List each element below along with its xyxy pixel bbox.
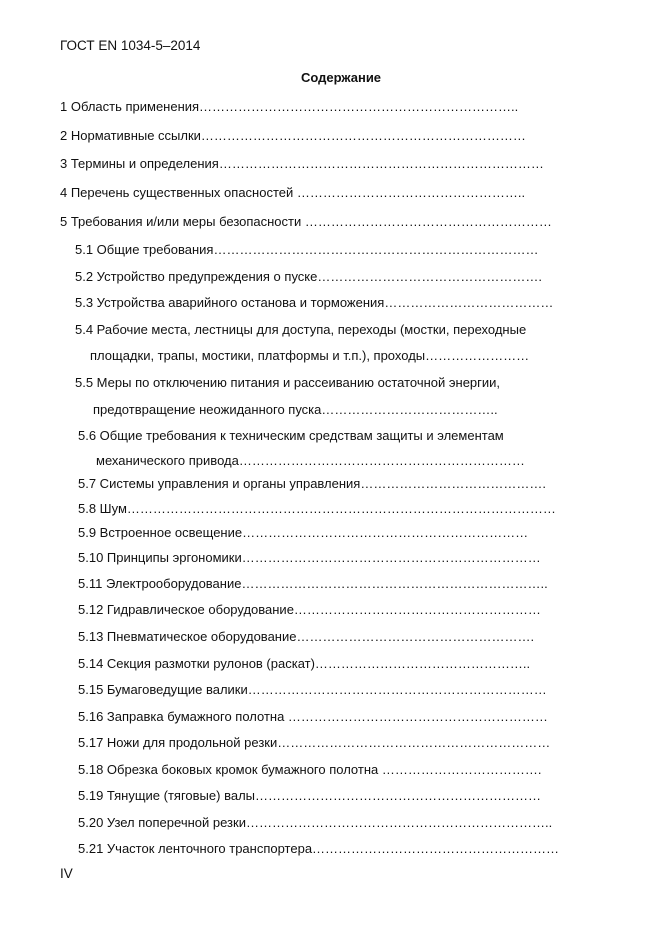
toc-item-5-4: 5.4 Рабочие места, лестницы для доступа, переходы (мостки, переходные xyxy=(75,322,527,337)
toc-item-5: 5 Требования и/или меры безопасности ………………………………………………… xyxy=(60,214,552,229)
toc-item-5-14: 5.14 Секция размотки рулонов (раскат)………………………………………….. xyxy=(78,656,531,671)
toc-title: Содержание xyxy=(300,70,382,85)
toc-item-2: 2 Нормативные ссылки………………………………………………………………… xyxy=(60,128,526,143)
toc-item-5-4-cont: площадки, трапы, мостики, платформы и т.п.), проходы…………………… xyxy=(90,348,530,363)
toc-item-5-3: 5.3 Устройства аварийного останова и торможения………………………………… xyxy=(75,295,554,310)
toc-item-3: 3 Термины и определения………………………………………………………………… xyxy=(60,156,544,171)
toc-item-5-12: 5.12 Гидравлическое оборудование………………………………………………… xyxy=(78,602,541,617)
toc-item-5-13: 5.13 Пневматическое оборудование………………………………………………. xyxy=(78,629,535,644)
toc-item-5-20: 5.20 Узел поперечной резки…………………………………………………………….. xyxy=(78,815,553,830)
toc-item-5-6-cont: механического привода………………………………………………………… xyxy=(96,453,525,468)
toc-item-5-8: 5.8 Шум……………………………………………………………………………………… xyxy=(78,501,556,516)
toc-item-4: 4 Перечень существенных опасностей …………………………………………….. xyxy=(60,185,526,200)
toc-item-5-19: 5.19 Тянущие (тяговые) валы………………………………………………………… xyxy=(78,788,541,803)
toc-item-5-5-cont: предотвращение неожиданного пуска………………………………….. xyxy=(93,402,498,417)
toc-item-5-10: 5.10 Принципы эргономики…………………………………………………………… xyxy=(78,550,541,565)
toc-item-5-6: 5.6 Общие требования к техническим средствам защиты и элементам xyxy=(78,428,504,443)
toc-item-5-17: 5.17 Ножи для продольной резки……………………………………………………… xyxy=(78,735,551,750)
toc-item-5-15: 5.15 Бумаговедущие валики…………………………………………………………… xyxy=(78,682,547,697)
toc-item-1: 1 Область применения……………………………………………………………….. xyxy=(60,99,519,114)
toc-item-5-1: 5.1 Общие требования………………………………………………………………… xyxy=(75,242,539,257)
toc-item-5-21: 5.21 Участок ленточного транспортера………………………………………………… xyxy=(78,841,560,856)
toc-item-5-2: 5.2 Устройство предупреждения о пуске……………………………………………. xyxy=(75,269,542,284)
page-number: IV xyxy=(60,866,73,881)
toc-item-5-7: 5.7 Системы управления и органы управления……………………………………. xyxy=(78,476,546,491)
toc-item-5-5: 5.5 Меры по отключению питания и рассеиванию остаточной энергии, xyxy=(75,375,501,390)
toc-item-5-18: 5.18 Обрезка боковых кромок бумажного полотна ………………………………. xyxy=(78,762,542,777)
toc-item-5-16: 5.16 Заправка бумажного полотна …………………………………………………… xyxy=(78,709,548,724)
document-code: ГОСТ EN 1034-5–2014 xyxy=(60,38,201,53)
toc-item-5-9: 5.9 Встроенное освещение………………………………………………………… xyxy=(78,525,529,540)
toc-item-5-11: 5.11 Электрооборудование…………………………………………………………….. xyxy=(78,576,548,591)
